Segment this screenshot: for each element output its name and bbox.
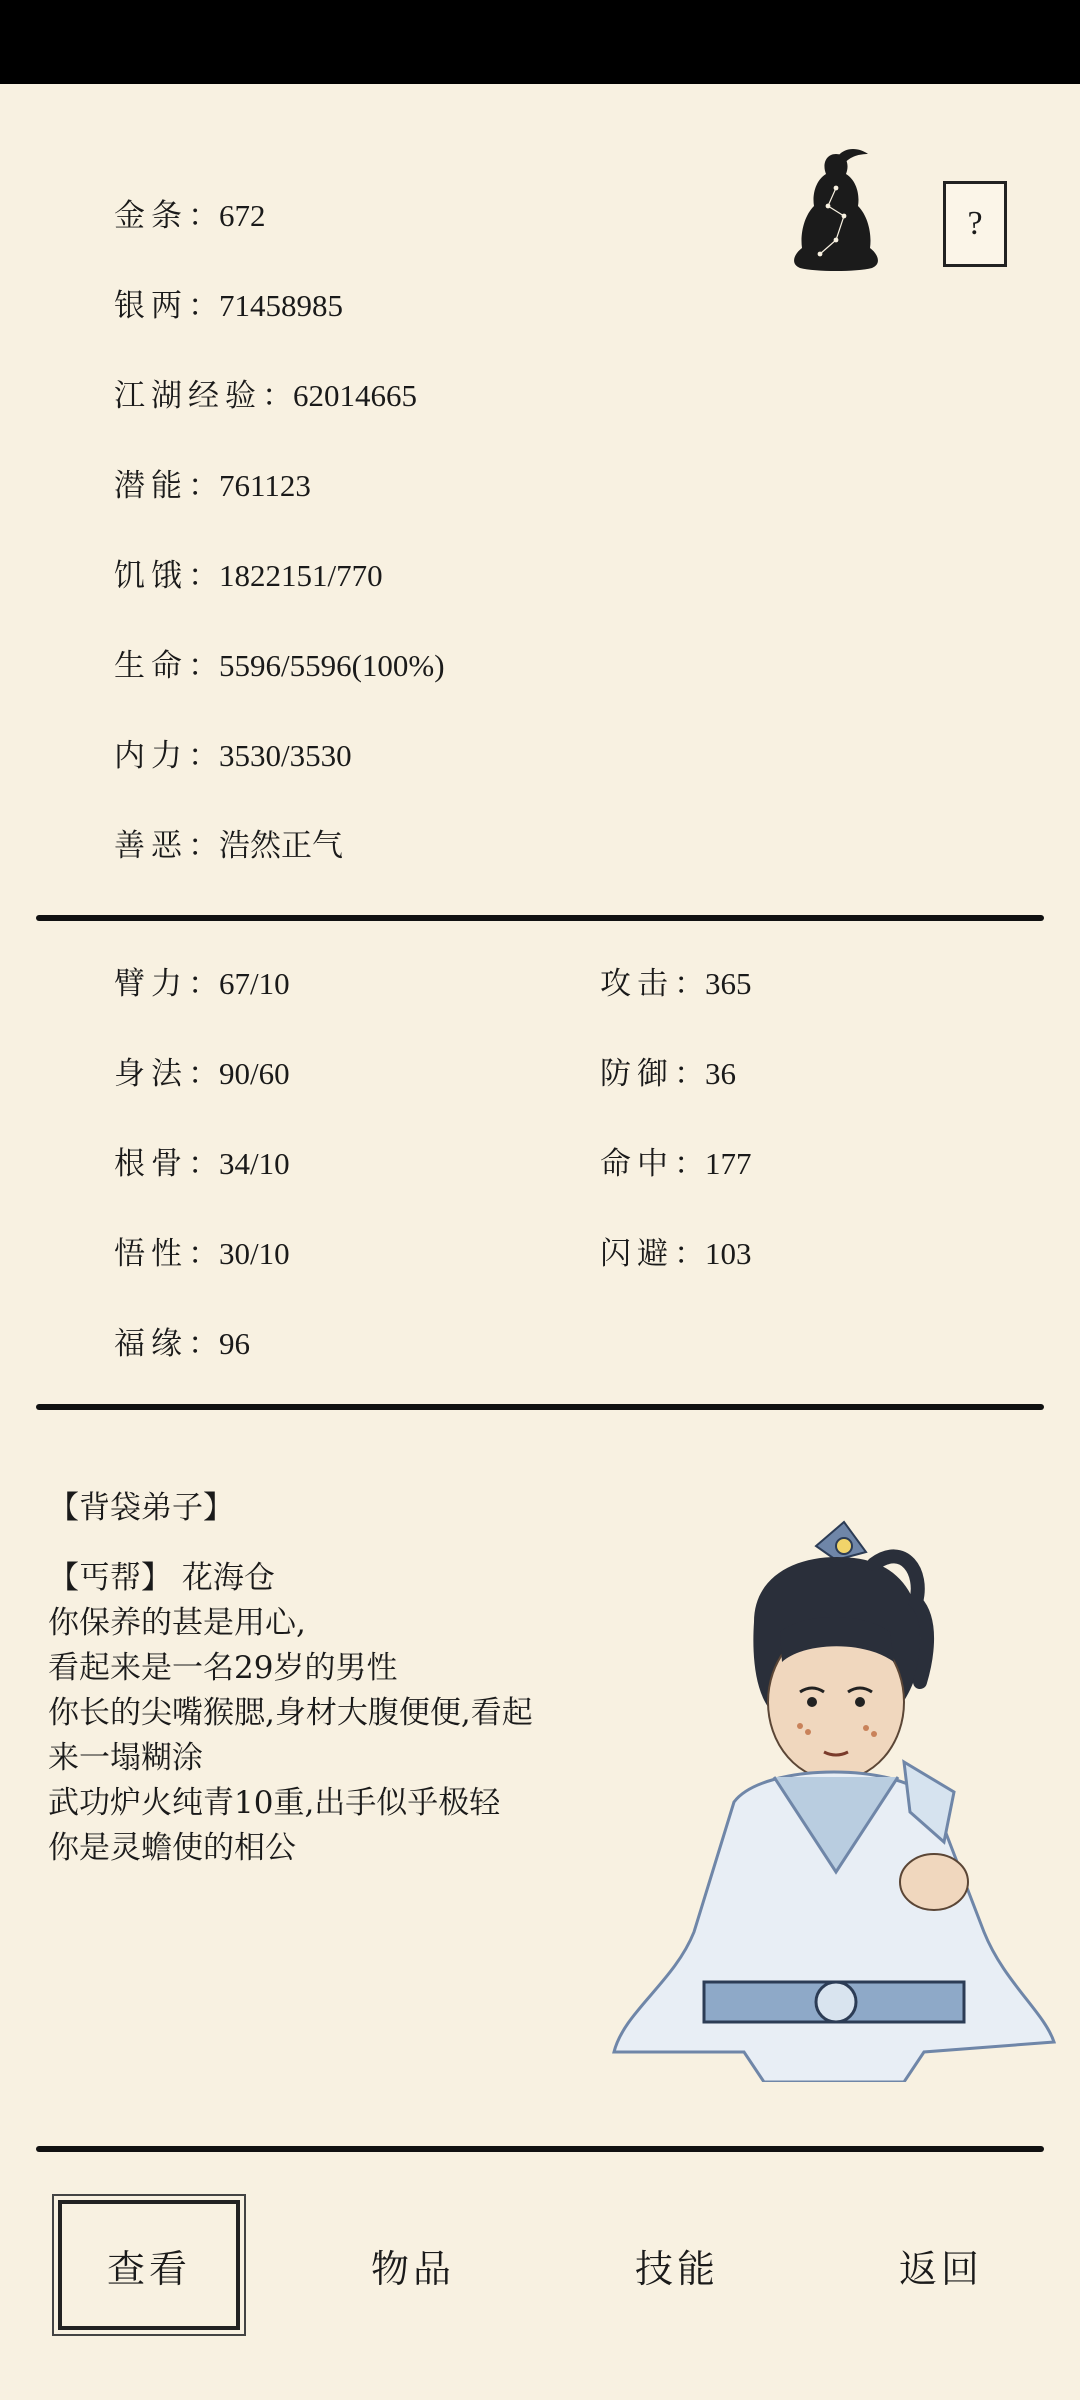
nav-items-label: 物品: [370, 2246, 455, 2291]
meditation-icon[interactable]: [786, 144, 886, 279]
profile-rank: [48, 1486, 234, 1531]
nav-back-button[interactable]: [850, 2200, 1032, 2330]
stat-neili: 内力：3530/3530: [114, 738, 352, 774]
profile-description: [48, 1556, 533, 1871]
stat-life: 生命：5596/5596(100%): [114, 648, 445, 684]
section-divider: [36, 1404, 1044, 1410]
attr-fortune: 福缘：96: [114, 1326, 250, 1362]
profile-line: 你保养的甚是用心,: [48, 1605, 306, 1641]
attr-label: 防御: [600, 1056, 674, 1092]
attr-label: 臂力: [114, 966, 188, 1002]
status-bar: [0, 0, 1080, 84]
bottom-nav: [0, 2200, 1080, 2330]
stat-value: 672: [219, 198, 266, 233]
stat-label: 饥饿: [114, 558, 188, 594]
attr-attack: 攻击：365: [600, 966, 752, 1002]
stat-value: 761123: [219, 468, 311, 503]
attr-label: 根骨: [114, 1146, 188, 1182]
rank-title: 【背袋弟子】: [48, 1490, 234, 1526]
stat-value: 62014665: [293, 378, 417, 413]
stat-potential: 潜能：761123: [114, 468, 311, 504]
stat-label: 江湖经验: [114, 378, 262, 414]
nav-view-button[interactable]: [58, 2200, 240, 2330]
nav-view-label: 查看: [106, 2246, 191, 2291]
stat-experience: 江湖经验：62014665: [114, 378, 417, 414]
nav-skills-label: 技能: [634, 2246, 719, 2291]
profile-line: 你是灵蟾使的相公: [48, 1830, 296, 1866]
attr-value: 34/10: [219, 1146, 290, 1181]
stat-value: 1822151/770: [219, 558, 383, 593]
attr-value: 96: [219, 1326, 250, 1361]
stat-hunger: 饥饿：1822151/770: [114, 558, 383, 594]
attr-value: 365: [705, 966, 752, 1001]
attr-value: 177: [705, 1146, 752, 1181]
attr-dodge: 闪避：103: [600, 1236, 752, 1272]
stat-gold: 金条：672: [114, 198, 266, 234]
attr-value: 103: [705, 1236, 752, 1271]
stat-label: 潜能: [114, 468, 188, 504]
attr-value: 36: [705, 1056, 736, 1091]
attr-strength: 臂力：67/10: [114, 966, 290, 1002]
attr-label: 闪避: [600, 1236, 674, 1272]
attr-value: 67/10: [219, 966, 290, 1001]
profile-line: 武功炉火纯青10重,出手似乎极轻: [48, 1785, 501, 1821]
attr-comprehension: 悟性：30/10: [114, 1236, 290, 1272]
nav-back-label: 返回: [898, 2246, 983, 2291]
profile-line: 来一塌糊涂: [48, 1740, 203, 1776]
character-portrait: [604, 1512, 1064, 2082]
attr-agility: 身法：90/60: [114, 1056, 290, 1092]
stat-label: 内力: [114, 738, 188, 774]
stat-label: 银两: [114, 288, 188, 324]
stat-value: 浩然正气: [219, 828, 343, 863]
stat-silver: 银两：71458985: [114, 288, 343, 324]
stat-label: 生命: [114, 648, 188, 684]
nav-items-button[interactable]: [322, 2200, 504, 2330]
stat-value: 71458985: [219, 288, 343, 323]
profile-line: 看起来是一名29岁的男性: [48, 1650, 398, 1686]
attr-label: 攻击: [600, 966, 674, 1002]
help-button[interactable]: ?: [943, 181, 1007, 267]
attr-value: 90/60: [219, 1056, 290, 1091]
stat-label: 金条: [114, 198, 188, 234]
attr-label: 身法: [114, 1056, 188, 1092]
stat-morality: 善恶：浩然正气: [114, 828, 343, 864]
attr-defense: 防御：36: [600, 1056, 736, 1092]
stat-value: 5596/5596(100%): [219, 648, 445, 683]
attr-label: 悟性: [114, 1236, 188, 1272]
stat-value: 3530/3530: [219, 738, 352, 773]
stat-label: 善恶: [114, 828, 188, 864]
profile-line: 你长的尖嘴猴腮,身材大腹便便,看起: [48, 1695, 533, 1731]
attr-constitution: 根骨：34/10: [114, 1146, 290, 1182]
attr-label: 福缘: [114, 1326, 188, 1362]
section-divider: [36, 2146, 1044, 2152]
nav-skills-button[interactable]: [586, 2200, 768, 2330]
section-divider: [36, 915, 1044, 921]
attr-value: 30/10: [219, 1236, 290, 1271]
attr-label: 命中: [600, 1146, 674, 1182]
attr-hit: 命中：177: [600, 1146, 752, 1182]
profile-line: 【丐帮】 花海仓: [48, 1560, 275, 1596]
